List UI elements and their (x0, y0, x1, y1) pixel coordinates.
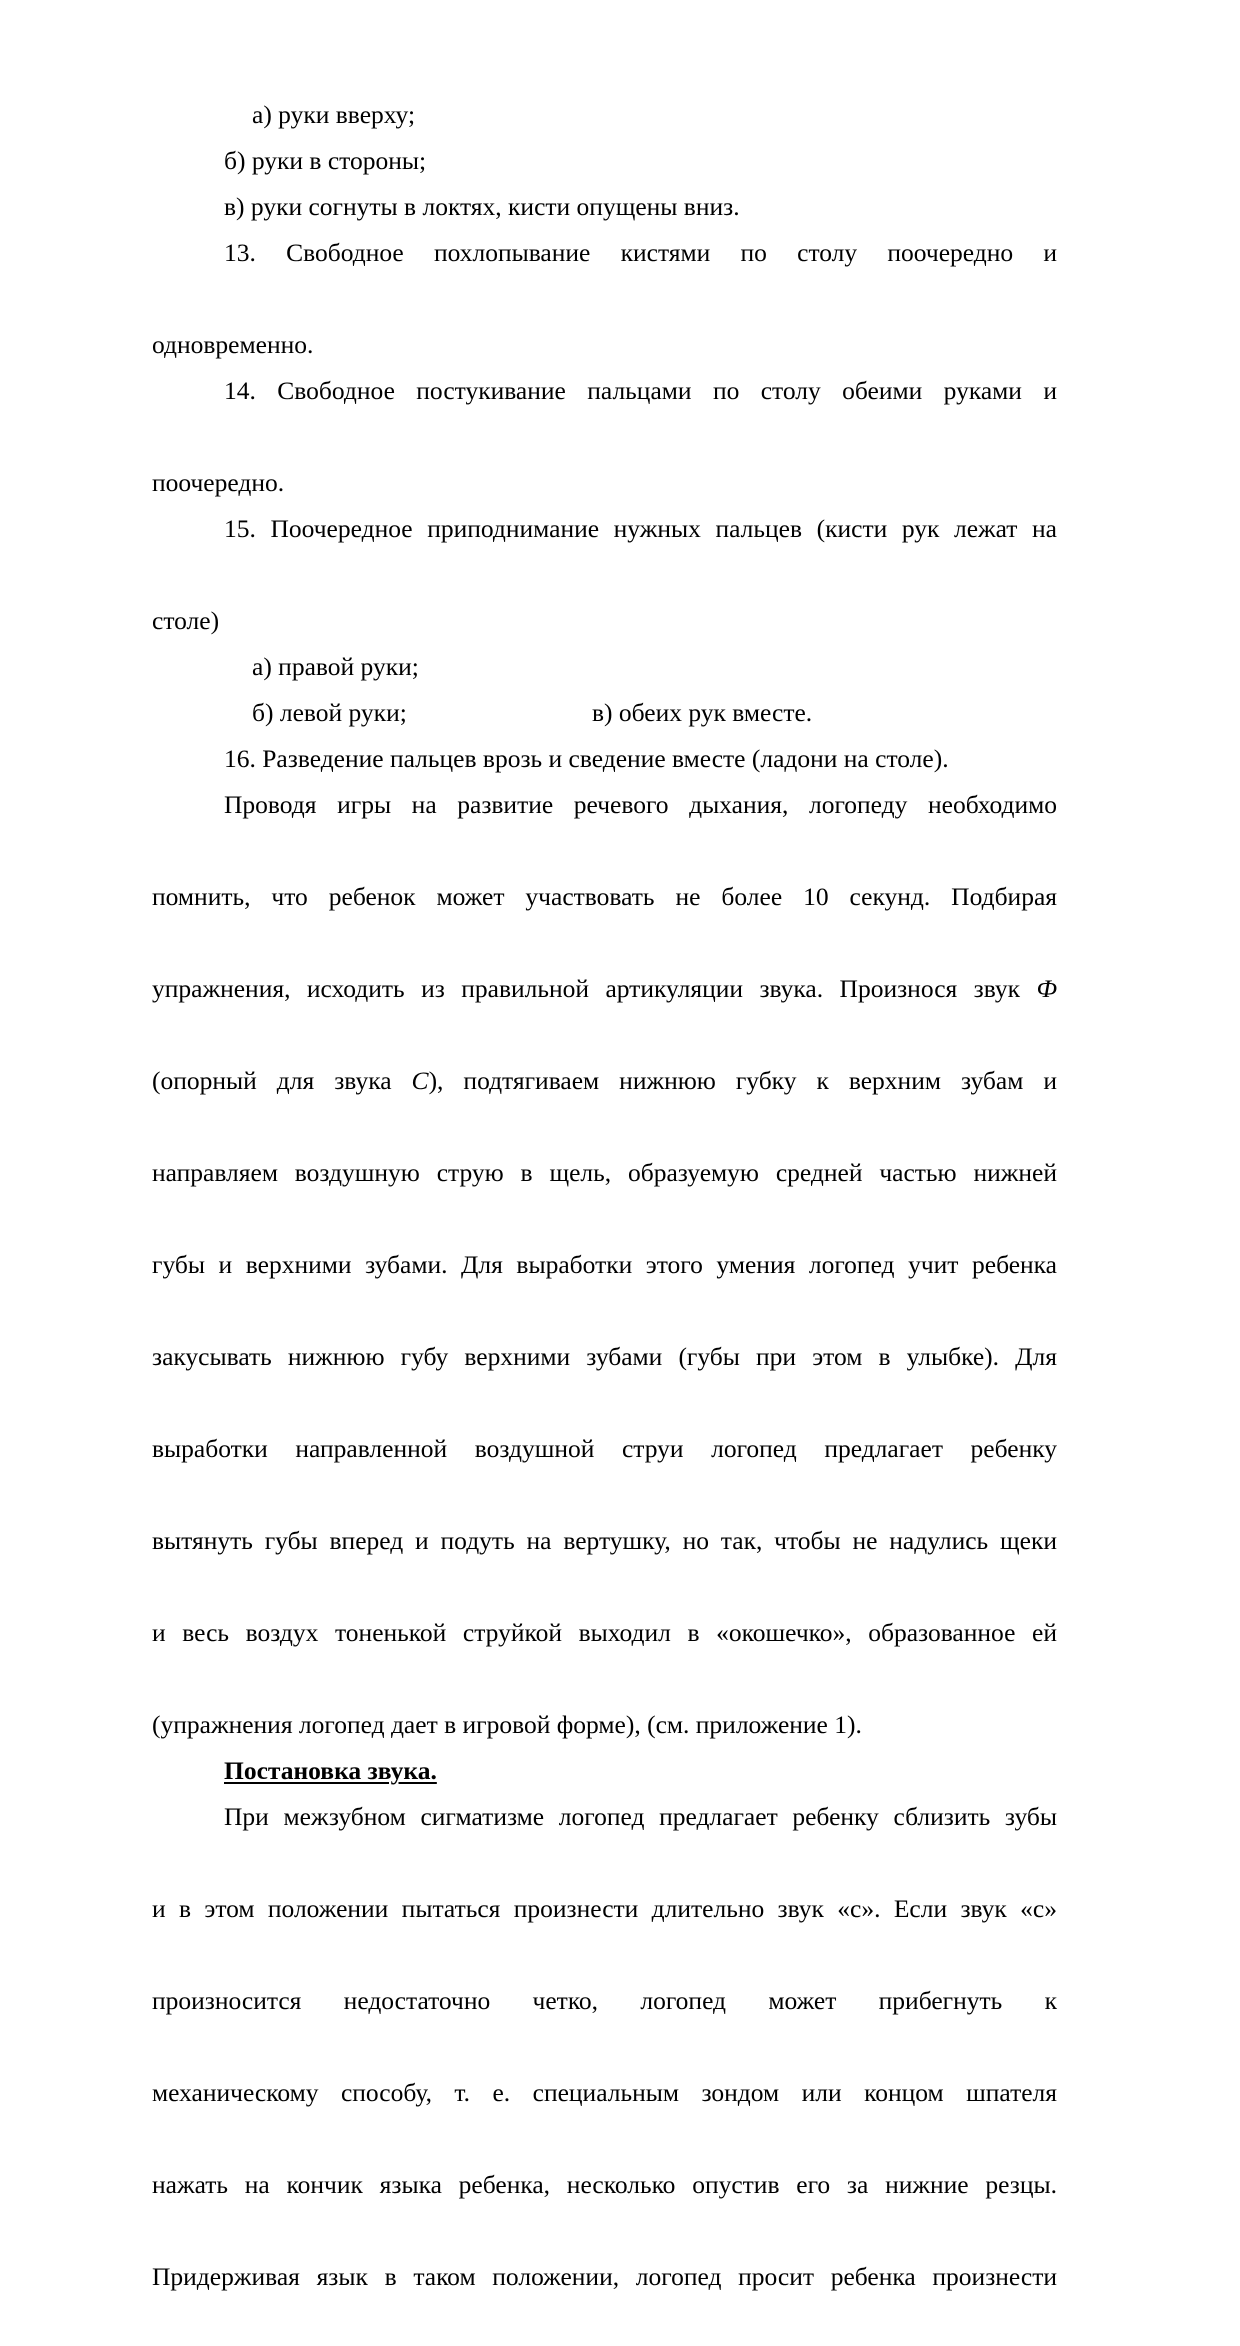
paragraph-sigmatism-line-3 (152, 1978, 1057, 2070)
list-item-text: б) руки в стороны; (224, 146, 427, 175)
paragraph-text: помнить, что ребенок может участвовать не более 10 секунд. Подбирая (152, 882, 1057, 911)
paragraph-text: При межзубном сигматизме логопед предлагает ребенку сблизить зубы (224, 1802, 1057, 1831)
numbered-item-14-line-1 (152, 368, 1057, 460)
paragraph-text: произносится недостаточно четко, логопед может прибегнуть к (152, 1986, 1057, 2015)
section-heading-text: Постановка звука. (224, 1756, 437, 1785)
paragraph-text: и весь воздух тоненькой струйкой выходил в «окошечко», образованное ей (152, 1618, 1057, 1647)
list-item-15-a-right-hand (152, 644, 1057, 690)
italic-sound-s: С (411, 1066, 429, 1095)
paragraph-breathing-line-1 (152, 782, 1057, 874)
numbered-item-15-line-1 (152, 506, 1057, 598)
paragraph-text: Придерживая язык в таком положении, логопед просит ребенка произнести (152, 2262, 1057, 2291)
italic-sound-f: Ф (1036, 974, 1057, 1003)
numbered-item-13-continuation: одновременно. (152, 330, 314, 359)
paragraph-text: выработки направленной воздушной струи логопед предлагает ребенку (152, 1434, 1057, 1463)
paragraph-sigmatism-line-4 (152, 2070, 1057, 2162)
paragraph-text: вытянуть губы вперед и подуть на вертушку, но так, чтобы не надулись щеки (152, 1526, 1057, 1555)
paragraph-breathing-line-11 (152, 1702, 1057, 1748)
numbered-item-13-text: 13. Свободное похлопывание кистями по столу поочередно и (224, 238, 1057, 267)
paragraph-text: ), подтягиваем нижнюю губку к верхним зубам и (428, 1066, 1057, 1095)
list-item-v-hands-bent (152, 184, 1057, 230)
paragraph-text: упражнения, исходить из правильной артикуляции звука. Произнося звук (152, 974, 1037, 1003)
paragraph-text: (опорный для звука (152, 1066, 412, 1095)
numbered-item-13-line-2 (152, 322, 1057, 368)
paragraph-breathing-line-8 (152, 1426, 1057, 1518)
numbered-item-16-text: 16. Разведение пальцев врозь и сведение вместе (ладони на столе). (224, 744, 949, 773)
paragraph-sigmatism-line-6 (152, 2254, 1057, 2346)
paragraph-breathing-line-2 (152, 874, 1057, 966)
list-item-text: а) руки вверху; (252, 100, 416, 129)
paragraph-breathing-line-6 (152, 1242, 1057, 1334)
paragraph-breathing-line-4 (152, 1058, 1057, 1150)
list-item-15-v-both-hands: в) обеих рук вместе. (592, 698, 813, 727)
paragraph-text: и в этом положении пытаться произнести длительно звук «с». Если звук «с» (152, 1894, 1057, 1923)
numbered-item-13-line-1 (152, 230, 1057, 322)
numbered-item-15-line-2 (152, 598, 1057, 644)
paragraph-text: направляем воздушную струю в щель, образуемую средней частью нижней (152, 1158, 1057, 1187)
list-item-b-hands-sides (152, 138, 1057, 184)
list-item-15-b-left-hand: б) левой руки; (252, 698, 407, 727)
paragraph-sigmatism-line-5 (152, 2162, 1057, 2254)
paragraph-text: Проводя игры на развитие речевого дыхания, логопеду необходимо (224, 790, 1057, 819)
page-content (152, 92, 1057, 2346)
paragraph-text: губы и верхними зубами. Для выработки этого умения логопед учит ребенка (152, 1250, 1057, 1279)
paragraph-sigmatism-line-1 (152, 1794, 1057, 1886)
paragraph-text: закусывать нижнюю губу верхними зубами (губы при этом в улыбке). Для (152, 1342, 1057, 1371)
paragraph-breathing-line-3 (152, 966, 1057, 1058)
section-heading-postanovka-zvuka (152, 1748, 1057, 1794)
paragraph-breathing-line-5 (152, 1150, 1057, 1242)
numbered-item-14-continuation: поочередно. (152, 468, 285, 497)
paragraph-sigmatism-line-2 (152, 1886, 1057, 1978)
numbered-item-15-text: 15. Поочередное приподнимание нужных пальцев (кисти рук лежат на (224, 514, 1057, 543)
list-item-text: в) руки согнуты в локтях, кисти опущены вниз. (224, 192, 740, 221)
paragraph-breathing-line-7 (152, 1334, 1057, 1426)
paragraph-text: нажать на кончик языка ребенка, несколько опустив его за нижние резцы. (152, 2170, 1057, 2199)
paragraph-breathing-line-9 (152, 1518, 1057, 1610)
list-item-a-hands-up (152, 92, 1057, 138)
numbered-item-14-line-2 (152, 460, 1057, 506)
paragraph-text: (упражнения логопед дает в игровой форме), (см. приложение 1). (152, 1710, 862, 1739)
paragraph-text: механическому способу, т. е. специальным зондом или концом шпателя (152, 2078, 1057, 2107)
list-item-text: а) правой руки; (252, 652, 419, 681)
paragraph-breathing-line-10 (152, 1610, 1057, 1702)
list-item-15-b-and-v-row (152, 690, 1057, 736)
numbered-item-15-continuation: столе) (152, 606, 220, 635)
numbered-item-14-text: 14. Свободное постукивание пальцами по столу обеими руками и (224, 376, 1057, 405)
numbered-item-16 (152, 736, 1057, 782)
